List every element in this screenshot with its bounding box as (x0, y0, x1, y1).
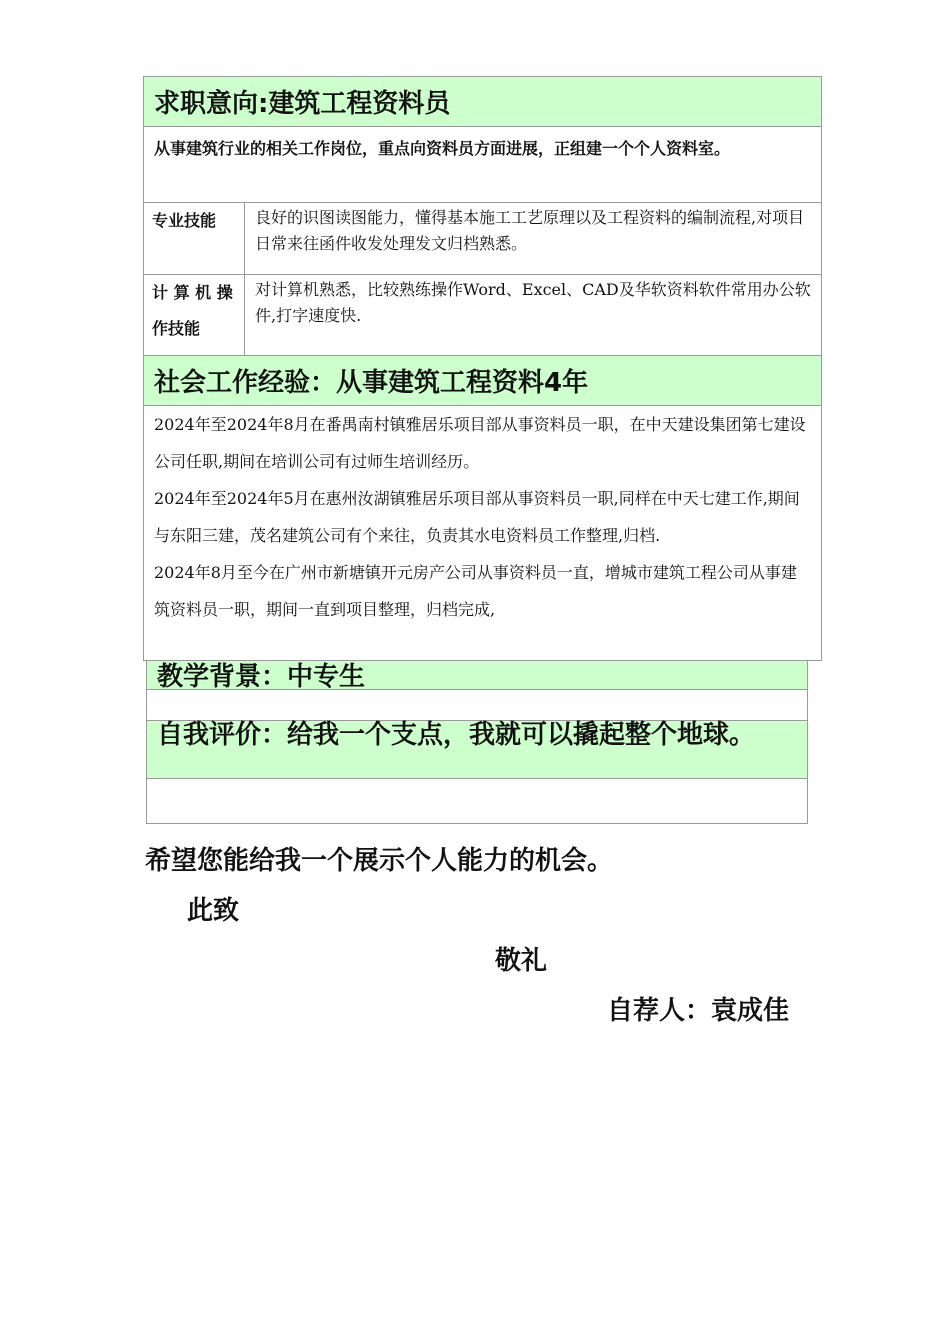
skill-text-computer: 对计算机熟悉，比较熟练操作Word、Excel、CAD及华软资料软件常用办公软件,打字速度快. (255, 280, 811, 325)
experience-header: 社会工作经验：从事建筑工程资料4年 (154, 368, 589, 398)
experience-body-cell (143, 405, 822, 661)
closing-regards-1: 此致 (187, 896, 240, 926)
experience-entry-2: 2024年至2024年5月在惠州汝湖镇雅居乐项目部从事资料员一职,同样在中天七建工作,期间与东阳三建，茂名建筑公司有个来往，负责其水电资料员工作整理,归档. (154, 489, 800, 545)
experience-entry-3: 2024年8月至今在广州市新塘镇开元房产公司从事资料员一直，增城市建筑工程公司从事建筑资料员一职，期间一直到项目整理，归档完成, (154, 563, 797, 619)
experience-entry-1: 2024年至2024年8月在番禺南村镇雅居乐项目部从事资料员一职，在中天建设集团第七建设公司任职,期间在培训公司有过师生培训经历。 (154, 415, 806, 471)
education-header: 教学背景：中专生 (157, 662, 366, 692)
closing-signature: 自荐人：袁成佳 (607, 996, 790, 1026)
closing-hope: 希望您能给我一个展示个人能力的机会。 (145, 846, 614, 876)
intent-header-cell (143, 76, 822, 127)
education-empty-row (146, 689, 808, 721)
intent-description-cell (143, 126, 822, 203)
skill-row-professional (143, 202, 822, 275)
education-header-cell (146, 660, 808, 690)
intent-description: 从事建筑行业的相关工作岗位，重点向资料员方面进展，正组建一个个人资料室。 (154, 139, 731, 158)
skill-row-computer (143, 274, 822, 356)
self-eval-header-cell (146, 720, 808, 779)
self-eval-header: 自我评价：给我一个支点，我就可以撬起整个地球。 (157, 720, 756, 750)
experience-header-cell (143, 355, 822, 406)
self-eval-empty-row (146, 778, 808, 824)
skill-label-computer: 计 算 机 操作技能 (144, 275, 245, 355)
skill-text-professional: 良好的识图读图能力，懂得基本施工工艺原理以及工程资料的编制流程,对项目日常来往函件收发处理发文归档熟悉。 (255, 208, 805, 253)
skill-label-professional: 专业技能 (144, 203, 245, 274)
intent-header: 求职意向:建筑工程资料员 (154, 89, 451, 119)
closing-regards-2: 敬礼 (495, 946, 548, 976)
